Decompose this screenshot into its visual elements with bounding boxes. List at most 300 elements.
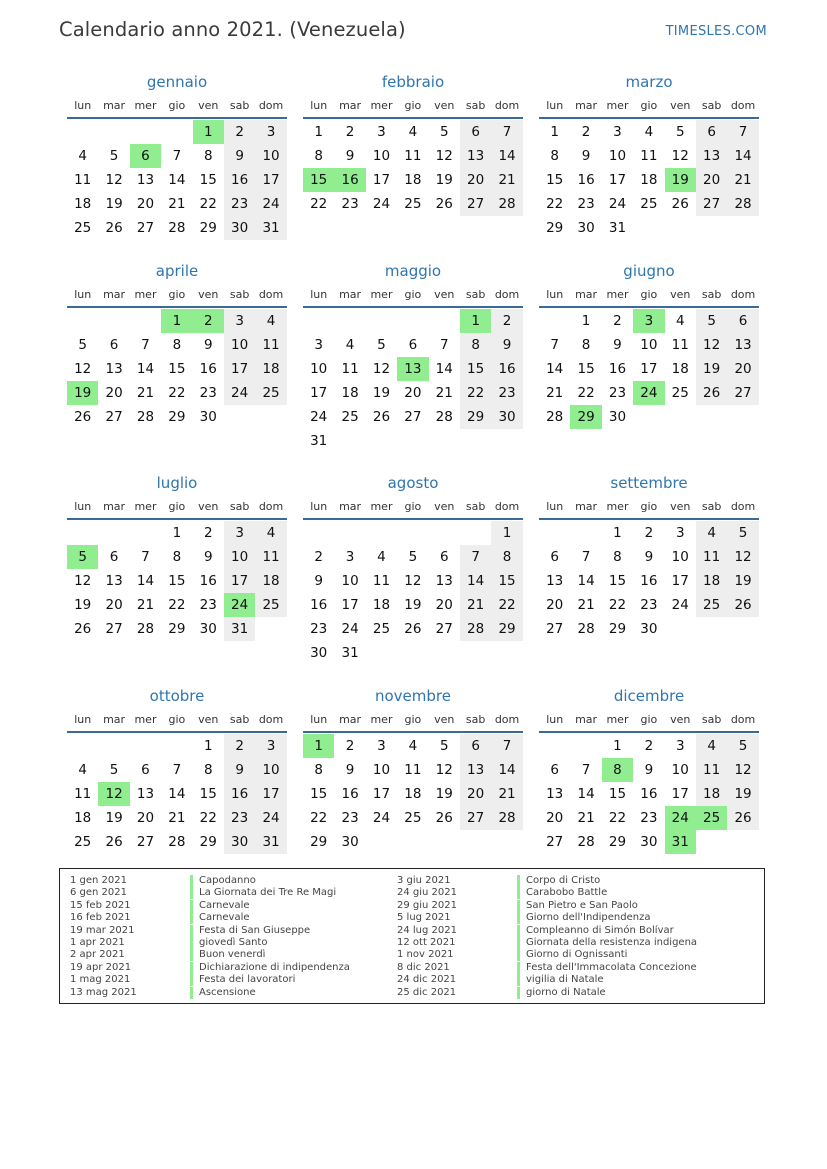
- month-novembre: [303, 684, 523, 854]
- weekday-label: gio: [168, 99, 186, 112]
- day-grid: [67, 734, 287, 854]
- holiday-color-marker: [190, 887, 193, 899]
- weekday-label: dom: [258, 500, 284, 513]
- day-cell: 4: [675, 313, 685, 329]
- day-cell: 13: [460, 758, 491, 782]
- day-cell: 26: [727, 806, 758, 830]
- day-cell: 17: [640, 361, 658, 377]
- day-cell: 26: [105, 220, 123, 236]
- day-cell: 14: [168, 786, 186, 802]
- day-cell: 8: [460, 333, 491, 357]
- weekday-header: [303, 708, 523, 733]
- day-cell: 4: [408, 738, 418, 754]
- legend-holiday-name: Carabobo Battle: [526, 887, 608, 899]
- day-cell: 20: [435, 597, 453, 613]
- day-cell: 30: [341, 834, 359, 850]
- empty-cell: [161, 734, 192, 758]
- day-cell: 14: [546, 361, 564, 377]
- day-cell: 30: [310, 645, 328, 661]
- legend-holiday-name: Carnevale: [199, 912, 250, 924]
- day-cell: 3: [255, 120, 286, 144]
- legend-date: 1 nov 2021: [397, 949, 454, 961]
- empty-cell: [539, 521, 570, 545]
- day-cell: 21: [491, 782, 522, 806]
- day-cell: 13: [696, 144, 727, 168]
- day-cell: 22: [546, 196, 564, 212]
- weekday-label: gio: [168, 500, 186, 513]
- holiday-day: 3: [633, 309, 664, 333]
- weekday-header: [539, 94, 759, 119]
- day-cell: 7: [439, 337, 449, 353]
- empty-cell: [130, 120, 161, 144]
- day-cell: 4: [696, 521, 727, 545]
- day-cell: 9: [581, 148, 591, 164]
- empty-cell: [67, 309, 98, 333]
- weekday-label: mer: [370, 288, 393, 301]
- legend-item: [70, 962, 350, 974]
- legend-holiday-name: Festa dell'Immacolata Concezione: [526, 961, 697, 973]
- month-giugno: [539, 259, 759, 429]
- day-cell: 29: [608, 621, 627, 637]
- day-cell: 31: [224, 617, 255, 641]
- day-cell: 9: [345, 762, 355, 778]
- day-cell: 27: [404, 409, 422, 425]
- legend-date: 19 apr 2021: [70, 961, 132, 973]
- empty-cell: [67, 120, 98, 144]
- day-cell: 28: [168, 834, 186, 850]
- weekday-label: gio: [404, 99, 422, 112]
- weekday-label: dom: [730, 288, 756, 301]
- day-cell: 8: [172, 337, 182, 353]
- legend-holiday-name: Dichiarazione di indipendenza: [199, 961, 350, 973]
- day-grid: [303, 309, 523, 453]
- day-cell: 26: [74, 621, 92, 637]
- day-cell: 10: [372, 762, 391, 778]
- month-dicembre: [539, 684, 759, 854]
- day-cell: 8: [203, 762, 213, 778]
- day-cell: 4: [377, 549, 386, 565]
- day-cell: 12: [671, 148, 689, 164]
- day-cell: 1: [314, 124, 323, 140]
- empty-cell: [429, 521, 460, 545]
- day-cell: 11: [404, 148, 422, 164]
- legend-date: 2 apr 2021: [70, 949, 125, 961]
- day-cell: 19: [105, 196, 123, 212]
- day-cell: 10: [341, 573, 359, 589]
- weekday-label: mar: [339, 500, 362, 513]
- weekday-label: sab: [701, 500, 722, 513]
- weekday-label: ven: [198, 500, 219, 513]
- day-cell: 16: [640, 786, 658, 802]
- weekday-label: sab: [465, 713, 486, 726]
- day-cell: 10: [310, 361, 328, 377]
- day-cell: 31: [310, 433, 328, 449]
- weekday-header: [303, 495, 523, 520]
- brand-link[interactable]: TIMESLES.COM: [665, 24, 767, 39]
- legend-date: 1 mag 2021: [70, 974, 131, 986]
- holiday-legend: [59, 868, 765, 1004]
- weekday-label: ven: [198, 713, 219, 726]
- weekday-label: sab: [229, 713, 250, 726]
- legend-item: [70, 949, 350, 961]
- day-grid: [539, 309, 759, 429]
- weekday-label: mar: [103, 500, 126, 513]
- day-cell: 21: [136, 385, 155, 401]
- day-cell: 28: [491, 192, 522, 216]
- day-cell: 14: [491, 144, 522, 168]
- legend-date: 15 feb 2021: [70, 899, 131, 911]
- month-name: novembre: [375, 687, 451, 705]
- day-cell: 28: [577, 834, 595, 850]
- day-cell: 10: [608, 148, 627, 164]
- month-name: agosto: [387, 474, 439, 492]
- day-cell: 29: [199, 220, 217, 236]
- legend-holiday-name: La Giornata dei Tre Re Magi: [199, 887, 337, 899]
- day-cell: 31: [341, 645, 359, 661]
- weekday-label: lun: [546, 99, 564, 112]
- day-cell: 8: [613, 549, 622, 565]
- day-cell: 10: [255, 758, 286, 782]
- legend-date: 24 dic 2021: [397, 974, 457, 986]
- weekday-label: mar: [575, 99, 598, 112]
- weekday-header: [67, 94, 287, 119]
- legend-date: 16 feb 2021: [70, 912, 131, 924]
- weekday-label: mer: [370, 500, 393, 513]
- weekday-label: ven: [198, 288, 219, 301]
- legend-item: [70, 900, 350, 912]
- day-cell: 23: [224, 192, 255, 216]
- day-cell: 3: [377, 124, 386, 140]
- day-cell: 5: [696, 309, 727, 333]
- day-cell: 3: [255, 734, 286, 758]
- day-cell: 30: [199, 621, 217, 637]
- day-cell: 7: [581, 549, 591, 565]
- day-cell: 11: [255, 333, 286, 357]
- day-cell: 2: [345, 738, 355, 754]
- day-cell: 29: [199, 834, 217, 850]
- day-grid: [67, 309, 287, 429]
- day-cell: 22: [168, 597, 186, 613]
- day-cell: 3: [675, 525, 685, 541]
- legend-date: 13 mag 2021: [70, 986, 137, 998]
- day-cell: 13: [546, 573, 564, 589]
- holiday-color-marker: [517, 987, 520, 999]
- day-cell: 1: [203, 738, 213, 754]
- day-cell: 15: [491, 569, 522, 593]
- legend-column: [397, 875, 697, 999]
- day-cell: 6: [408, 337, 418, 353]
- day-cell: 29: [310, 834, 328, 850]
- day-cell: 6: [109, 549, 119, 565]
- day-cell: 25: [255, 381, 286, 405]
- day-cell: 17: [341, 597, 359, 613]
- holiday-day: 25: [696, 806, 727, 830]
- day-cell: 4: [408, 124, 418, 140]
- day-cell: 5: [377, 337, 386, 353]
- day-cell: 20: [727, 357, 758, 381]
- day-cell: 18: [255, 569, 286, 593]
- day-grid: [303, 120, 523, 216]
- empty-cell: [303, 309, 334, 333]
- day-cell: 18: [696, 782, 727, 806]
- day-cell: 13: [460, 144, 491, 168]
- day-cell: 4: [644, 124, 654, 140]
- holiday-day: 8: [602, 758, 633, 782]
- day-cell: 11: [74, 786, 92, 802]
- day-cell: 18: [404, 172, 422, 188]
- day-cell: 2: [491, 309, 522, 333]
- day-cell: 26: [671, 196, 689, 212]
- legend-holiday-name: Festa di San Giuseppe: [199, 924, 311, 936]
- weekday-label: sab: [701, 713, 722, 726]
- weekday-label: gio: [168, 288, 186, 301]
- weekday-label: ven: [434, 288, 455, 301]
- day-cell: 3: [613, 124, 622, 140]
- weekday-label: ven: [670, 288, 691, 301]
- holiday-day: 6: [130, 144, 161, 168]
- empty-cell: [98, 521, 129, 545]
- day-cell: 20: [136, 810, 155, 826]
- weekday-label: mer: [134, 713, 157, 726]
- empty-cell: [539, 309, 570, 333]
- month-febbraio: [303, 70, 523, 216]
- day-cell: 15: [577, 361, 595, 377]
- weekday-label: mar: [339, 99, 362, 112]
- legend-date: 1 apr 2021: [70, 936, 125, 948]
- day-cell: 22: [310, 196, 328, 212]
- day-cell: 17: [372, 172, 391, 188]
- day-cell: 29: [460, 405, 491, 429]
- legend-item: [70, 937, 350, 949]
- day-cell: 12: [727, 545, 758, 569]
- day-cell: 15: [168, 361, 186, 377]
- holiday-color-marker: [190, 949, 193, 961]
- day-grid: [67, 521, 287, 641]
- day-cell: 4: [255, 309, 286, 333]
- day-cell: 9: [345, 148, 355, 164]
- month-name: giugno: [623, 262, 675, 280]
- holiday-day: 24: [224, 593, 255, 617]
- day-cell: 22: [608, 597, 627, 613]
- day-cell: 24: [255, 806, 286, 830]
- day-cell: 15: [608, 786, 627, 802]
- day-cell: 14: [577, 573, 595, 589]
- holiday-color-marker: [190, 912, 193, 924]
- empty-cell: [130, 521, 161, 545]
- holiday-color-marker: [190, 937, 193, 949]
- empty-cell: [570, 521, 601, 545]
- day-cell: 2: [613, 313, 622, 329]
- day-cell: 29: [168, 409, 186, 425]
- day-cell: 2: [224, 120, 255, 144]
- weekday-label: mer: [134, 99, 157, 112]
- day-cell: 7: [172, 762, 182, 778]
- day-cell: 28: [577, 621, 595, 637]
- day-cell: 7: [141, 337, 150, 353]
- holiday-day: 24: [633, 381, 664, 405]
- day-cell: 27: [435, 621, 453, 637]
- weekday-label: mar: [339, 288, 362, 301]
- legend-item: [397, 987, 697, 999]
- holiday-color-marker: [190, 925, 193, 937]
- weekday-label: dom: [730, 99, 756, 112]
- weekday-label: ven: [670, 99, 691, 112]
- day-cell: 7: [727, 120, 758, 144]
- holiday-color-marker: [517, 887, 520, 899]
- day-cell: 2: [314, 549, 323, 565]
- day-cell: 18: [671, 361, 689, 377]
- page-title: Calendario anno 2021. (Venezuela): [59, 18, 406, 41]
- day-cell: 14: [168, 172, 186, 188]
- day-cell: 29: [546, 220, 564, 236]
- day-cell: 2: [581, 124, 591, 140]
- day-cell: 15: [546, 172, 564, 188]
- day-cell: 16: [640, 573, 658, 589]
- legend-item: [397, 887, 697, 899]
- day-cell: 26: [105, 834, 123, 850]
- day-cell: 7: [491, 734, 522, 758]
- legend-holiday-name: vigilia di Natale: [526, 974, 604, 986]
- day-cell: 2: [203, 525, 213, 541]
- day-cell: 25: [341, 409, 359, 425]
- day-cell: 18: [255, 357, 286, 381]
- holiday-color-marker: [190, 987, 193, 999]
- legend-date: 25 dic 2021: [397, 986, 457, 998]
- day-cell: 21: [546, 385, 564, 401]
- day-cell: 10: [255, 144, 286, 168]
- legend-item: [397, 925, 697, 937]
- day-cell: 12: [435, 148, 453, 164]
- holiday-day: 13: [397, 357, 428, 381]
- holiday-color-marker: [190, 974, 193, 986]
- day-cell: 11: [696, 758, 727, 782]
- day-cell: 6: [141, 762, 150, 778]
- day-cell: 22: [491, 593, 522, 617]
- day-cell: 9: [644, 762, 654, 778]
- legend-item: [397, 900, 697, 912]
- weekday-label: dom: [258, 99, 284, 112]
- day-cell: 2: [644, 525, 654, 541]
- empty-cell: [429, 309, 460, 333]
- day-cell: 12: [372, 361, 391, 377]
- weekday-label: mar: [575, 713, 598, 726]
- day-cell: 22: [608, 810, 627, 826]
- month-settembre: [539, 471, 759, 641]
- weekday-label: gio: [640, 500, 658, 513]
- weekday-label: gio: [404, 288, 422, 301]
- day-cell: 19: [105, 810, 123, 826]
- day-cell: 1: [550, 124, 559, 140]
- legend-holiday-name: Buon venerdì: [199, 949, 266, 961]
- day-cell: 23: [491, 381, 522, 405]
- day-cell: 30: [199, 409, 217, 425]
- legend-date: 24 lug 2021: [397, 924, 457, 936]
- day-cell: 18: [372, 597, 391, 613]
- weekday-header: [67, 708, 287, 733]
- day-grid: [539, 521, 759, 641]
- day-cell: 7: [141, 549, 150, 565]
- day-cell: 9: [203, 337, 213, 353]
- day-cell: 6: [696, 120, 727, 144]
- day-cell: 25: [255, 593, 286, 617]
- day-grid: [67, 120, 287, 240]
- day-cell: 25: [74, 220, 92, 236]
- legend-holiday-name: Capodanno: [199, 875, 256, 886]
- day-cell: 12: [74, 361, 92, 377]
- day-cell: 15: [460, 357, 491, 381]
- day-cell: 28: [546, 409, 564, 425]
- legend-date: 3 giu 2021: [397, 875, 451, 886]
- day-cell: 19: [74, 597, 92, 613]
- day-cell: 23: [608, 385, 627, 401]
- day-cell: 28: [136, 409, 155, 425]
- holiday-color-marker: [517, 937, 520, 949]
- day-cell: 4: [78, 762, 87, 778]
- day-cell: 15: [199, 172, 217, 188]
- day-cell: 11: [74, 172, 92, 188]
- day-cell: 30: [491, 405, 522, 429]
- day-cell: 1: [491, 521, 522, 545]
- weekday-header: [67, 283, 287, 308]
- day-cell: 27: [696, 192, 727, 216]
- empty-cell: [98, 309, 129, 333]
- day-cell: 16: [491, 357, 522, 381]
- day-cell: 7: [581, 762, 591, 778]
- holiday-color-marker: [517, 912, 520, 924]
- weekday-label: lun: [74, 288, 92, 301]
- day-cell: 19: [696, 357, 727, 381]
- day-cell: 12: [435, 762, 453, 778]
- day-cell: 17: [224, 357, 255, 381]
- day-cell: 26: [372, 409, 391, 425]
- empty-cell: [161, 120, 192, 144]
- day-cell: 10: [671, 762, 689, 778]
- day-cell: 24: [224, 381, 255, 405]
- day-cell: 30: [608, 409, 627, 425]
- day-cell: 8: [491, 545, 522, 569]
- weekday-label: mer: [606, 288, 629, 301]
- day-cell: 17: [671, 786, 689, 802]
- weekday-label: mar: [339, 713, 362, 726]
- empty-cell: [303, 521, 334, 545]
- day-cell: 24: [608, 196, 627, 212]
- weekday-label: mer: [134, 500, 157, 513]
- day-cell: 14: [136, 361, 155, 377]
- weekday-label: sab: [465, 288, 486, 301]
- day-cell: 27: [727, 381, 758, 405]
- weekday-label: dom: [258, 713, 284, 726]
- day-cell: 1: [581, 313, 591, 329]
- legend-holiday-name: Ascensione: [199, 986, 256, 998]
- day-cell: 23: [341, 196, 359, 212]
- day-cell: 18: [74, 196, 92, 212]
- weekday-label: gio: [404, 713, 422, 726]
- day-cell: 31: [255, 216, 286, 240]
- weekday-label: sab: [229, 99, 250, 112]
- day-cell: 3: [224, 521, 255, 545]
- day-cell: 21: [435, 385, 453, 401]
- day-cell: 9: [613, 337, 622, 353]
- day-cell: 27: [546, 834, 564, 850]
- day-cell: 3: [345, 549, 355, 565]
- day-cell: 27: [105, 409, 123, 425]
- day-cell: 29: [168, 621, 186, 637]
- day-cell: 12: [74, 573, 92, 589]
- day-cell: 5: [439, 124, 449, 140]
- day-cell: 5: [439, 738, 449, 754]
- day-cell: 31: [608, 220, 627, 236]
- day-cell: 26: [435, 810, 453, 826]
